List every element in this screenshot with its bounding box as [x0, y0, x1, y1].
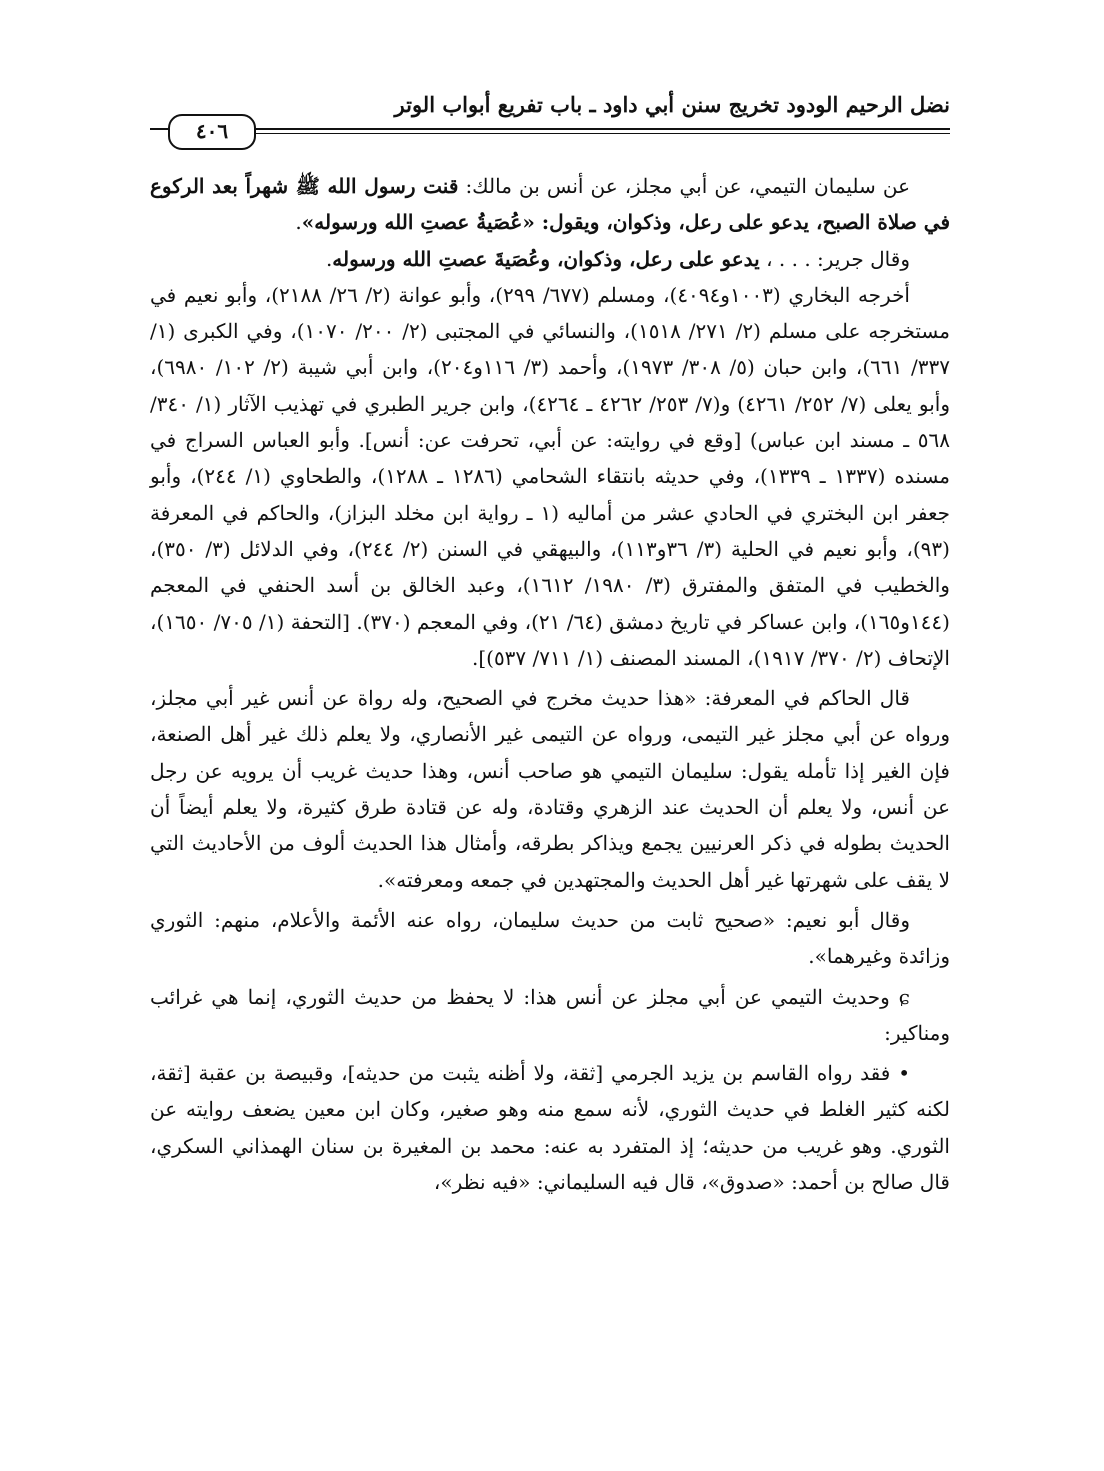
- paragraph-jarir: [150, 241, 950, 277]
- jarir-end: .: [325, 246, 333, 271]
- body-text: [150, 168, 950, 1200]
- hadith-chain: عن سليمان التيمي، عن أبي مجلز، عن أنس بن مالك:: [458, 174, 911, 198]
- paragraph-hadith: [150, 168, 950, 241]
- paragraph-abu-nuaim: وقال أبو نعيم: «صحيح ثابت من حديث سليمان، رواه عنه الأئمة والأعلام، منهم: الثوري وزائدة وغيرهما».: [150, 907, 950, 969]
- paragraph-takhrij: أخرجه البخاري (١٠٠٣و٤٠٩٤)، ومسلم (٦٧٧/ ٢٩٩)، وأبو عوانة (٢/ ٢٦/ ٢١٨٨)، وأبو نعيم في مستخرجه على مسلم (٢/ ٢٧١/ ١٥١٨)، والنسائي في المجتبى (٢/ ٢٠٠/ ١٠٧٠)، وفي الكبرى (١/ ٣٣٧/ ٦٦١)، وابن حبان (٥/ ٣٠٨/ ١٩٧٣)، وأحمد (٣/ ١١٦و٢٠٤)، وابن أبي شيبة (٢/ ١٠٢/ ٦٩٨٠)، وأبو يعلى (٧/ ٢٥٢/ ٤٢٦١) و(٧/ ٢٥٣/ ٤٢٦٢ ـ ٤٢٦٤)، وابن جرير الطبري في تهذيب الآثار (١/ ٣٤٠/ ٥٦٨ ـ مسند ابن عباس) [وقع في روايته: عن أبي، تحرفت عن: أنس]. وأبو العباس السراج في مسنده (١٣٣٧ ـ ١٣٣٩)، وفي حديثه بانتقاء الشحامي (١٢٨٦ ـ ١٢٨٨)، والطحاوي (١/ ٢٤٤)، وأبو جعفر ابن البختري في الحادي عشر من أماليه (١ ـ رواية ابن مخلد البزاز)، والحاكم في المعرفة (٩٣)، وأبو نعيم في الحلية (٣/ ٣٦و١١٣)، والبيهقي في السنن (٢/ ٢٤٤)، وفي الدلائل (٣/ ٣٥٠)، والخطيب في المتفق والمفترق (٣/ ١٩٨٠/ ١٦١٢)، وعبد الخالق بن أسد الحنفي في المعجم (١٤٤و١٦٥)، وابن عساكر في تاريخ دمشق (٦٤/ ٢١)، وفي المعجم (٣٧٠). [التحفة (١/ ٧٠٥/ ١٦٥٠)، الإتحاف (٢/ ٣٧٠/ ١٩١٧)، المسند المصنف (١/ ٧١١/ ٥٣٧)].: [150, 282, 951, 670]
- jarir-matn: يدعو على رعل، وذكوان، وعُصَيةَ عصتِ الله ورسوله: [332, 246, 760, 271]
- jarir-chain: وقال جرير: . . . ،: [759, 246, 910, 271]
- header-rule: [150, 128, 950, 130]
- page-number: ٤٠٦: [168, 114, 256, 150]
- header-rule-thin: [210, 133, 950, 134]
- paragraph-hakim: قال الحاكم في المعرفة: «هذا حديث مخرج في الصحيح، وله رواة عن أنس غير أبي مجلز، ورواه عن أبي مجلز غير التيمى، ورواه عن التيمى غير الأنصاري، ولا يعلم ذلك غير أهل الصنعة، فإن الغير إذا تأمله يقول: سليمان التيمي هو صاحب أنس، وهذا حديث غريب أن يرويه عن رجل عن أنس، ولا يعلم أن الحديث عند الزهري وقتادة، وله عن قتادة طرق كثيرة، ولا يعلم أيضاً أن الحديث بطوله في ذكر العرنيين يجمع ويذاكر بطرقه، وأمثال هذا الحديث ألوف من الأحاديث التي لا يقف على شهرتها غير أهل الحديث والمجتهدين في جمعه ومعرفته».: [150, 686, 951, 892]
- header-title: نضل الرحيم الودود تخريج سنن أبي داود ـ باب تفريع أبواب الوتر: [394, 92, 950, 117]
- running-header: [150, 90, 950, 150]
- hadith-matn: قنت رسول الله ﷺ شهراً بعد الركوع في صلاة الصبح، يدعو على رعل، وذكوان، ويقول: «عُصَيةُ عصتِ الله ورسوله»: [150, 174, 950, 235]
- paragraph-bullet: • فقد رواه القاسم بن يزيد الجرمي [ثقة، ولا أظنه يثبت من حديثه]، وقبيصة بن عقبة [ثقة، لكنه كثير الغلط في حديث الثوري، لأنه سمع منه وهو صغير، وكان ابن معين يضعف روايته عن الثوري. وهو غريب من حديثه؛ إذ المتفرد به عنه: محمد بن المغيرة بن سنان الهمذاني السكري، قال صالح بن أحمد: «صدوق»، قال فيه السليماني: «فيه نظر»،: [150, 1061, 950, 1195]
- hadith-end: .: [295, 210, 302, 235]
- paragraph-note: ɕ وحديث التيمي عن أبي مجلز عن أنس هذا: لا يحفظ من حديث الثوري، إنما هي غرائب ومناكير:: [150, 984, 950, 1045]
